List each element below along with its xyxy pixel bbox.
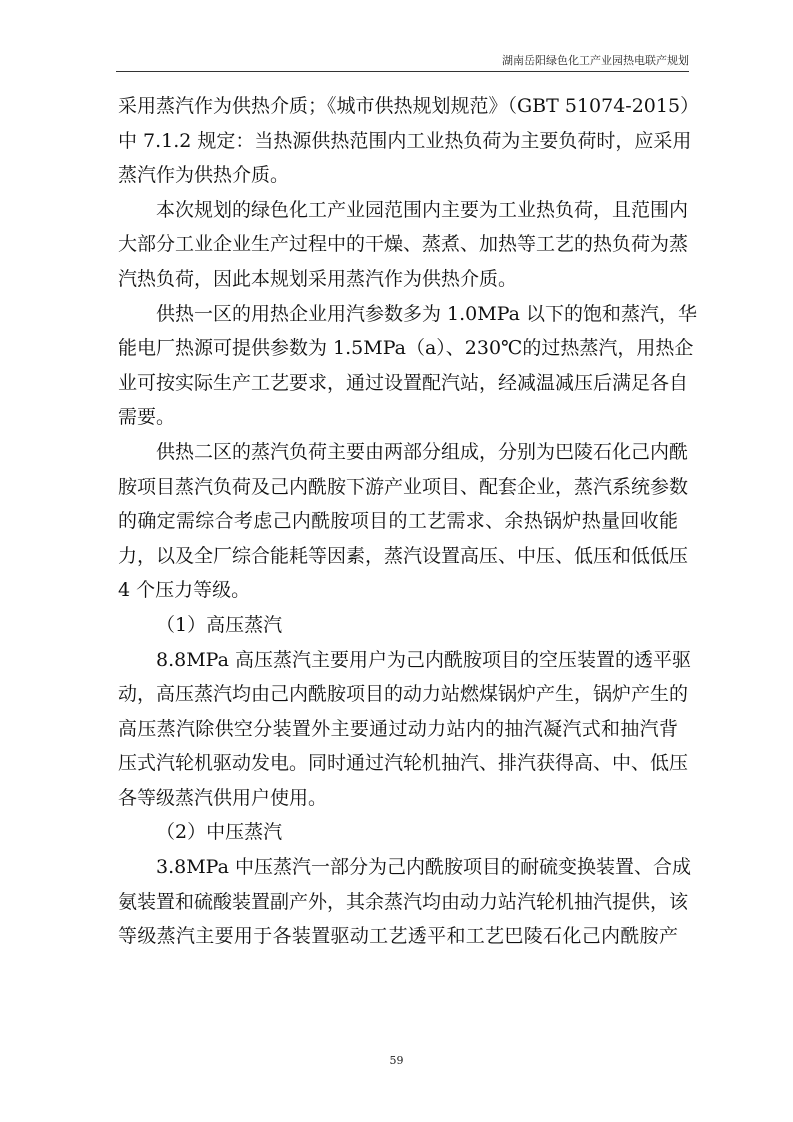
- running-header: 湖南岳阳绿色化工产业园热电联产规划: [502, 54, 689, 67]
- text-line: 本次规划的绿色化工产业园范围内主要为工业热负荷，且范围内: [156, 198, 689, 221]
- text-line: 供热二区的蒸汽负荷主要由两部分组成，分别为巴陵石化己内酰: [156, 440, 689, 463]
- text-line: （2）中压蒸汽: [156, 821, 283, 844]
- text-line: （1）高压蒸汽: [156, 613, 283, 636]
- text-line: 的确定需综合考虑己内酰胺项目的工艺需求、余热锅炉热量回收能: [118, 510, 678, 533]
- text-line: 中 7.1.2 规定：当热源供热范围内工业热负荷为主要负荷时，应采用: [118, 129, 692, 152]
- text-line: 3.8MPa 中压蒸汽一部分为己内酰胺项目的耐硫变换装置、合成: [156, 856, 691, 879]
- body-text: [118, 89, 700, 954]
- paragraph-5: [118, 643, 691, 816]
- text-line: 氨装置和硫酸装置副产外，其余蒸汽均由动力站汽轮机抽汽提供，该: [118, 890, 689, 913]
- text-line: 大部分工业企业生产过程中的干燥、蒸煮、加热等工艺的热负荷为蒸: [118, 233, 689, 256]
- text-line: 需要。: [118, 406, 176, 429]
- text-line: 等级蒸汽主要用于各装置驱动工艺透平和工艺巴陵石化己内酰胺产: [118, 925, 678, 948]
- text-line: 蒸汽作为供热介质。: [118, 164, 290, 187]
- paragraph-1: [118, 89, 700, 193]
- paragraph-4: [118, 435, 689, 608]
- section-heading-medium-pressure: [118, 815, 678, 850]
- header-divider: [116, 71, 689, 72]
- text-line: 8.8MPa 高压蒸汽主要用户为己内酰胺项目的空压装置的透平驱: [156, 648, 691, 671]
- text-line: 高压蒸汽除供空分装置外主要通过动力站内的抽汽凝汽式和抽汽背: [118, 717, 678, 740]
- paragraph-3: [118, 297, 698, 435]
- section-heading-high-pressure: [118, 608, 678, 643]
- text-line: 各等级蒸汽供用户使用。: [118, 786, 328, 809]
- paragraph-6: [118, 850, 691, 954]
- text-line: 业可按实际生产工艺要求，通过设置配汽站，经减温减压后满足各自: [118, 371, 689, 394]
- text-line: 汽热负荷，因此本规划采用蒸汽作为供热介质。: [118, 267, 518, 290]
- paragraph-2: [118, 193, 689, 297]
- text-line: 动，高压蒸汽均由己内酰胺项目的动力站燃煤锅炉产生，锅炉产生的: [118, 683, 689, 706]
- text-line: 能电厂热源可提供参数为 1.5MPa（a）、230℃的过热蒸汽，用热企: [118, 337, 694, 360]
- text-line: 力，以及全厂综合能耗等因素，蒸汽设置高压、中压、低压和低低压: [118, 544, 689, 567]
- text-line: 采用蒸汽作为供热介质；《城市供热规划规范》（GBT 51074-2015）: [118, 95, 700, 117]
- text-line: 胺项目蒸汽负荷及己内酰胺下游产业项目、配套企业，蒸汽系统参数: [118, 475, 689, 498]
- text-line: 压式汽轮机驱动发电。同时通过汽轮机抽汽、排汽获得高、中、低压: [118, 752, 689, 775]
- text-line: 4 个压力等级。: [118, 579, 251, 602]
- text-line: 供热一区的用热企业用汽参数多为 1.0MPa 以下的饱和蒸汽，华: [156, 302, 698, 325]
- page-number: 59: [389, 1054, 404, 1067]
